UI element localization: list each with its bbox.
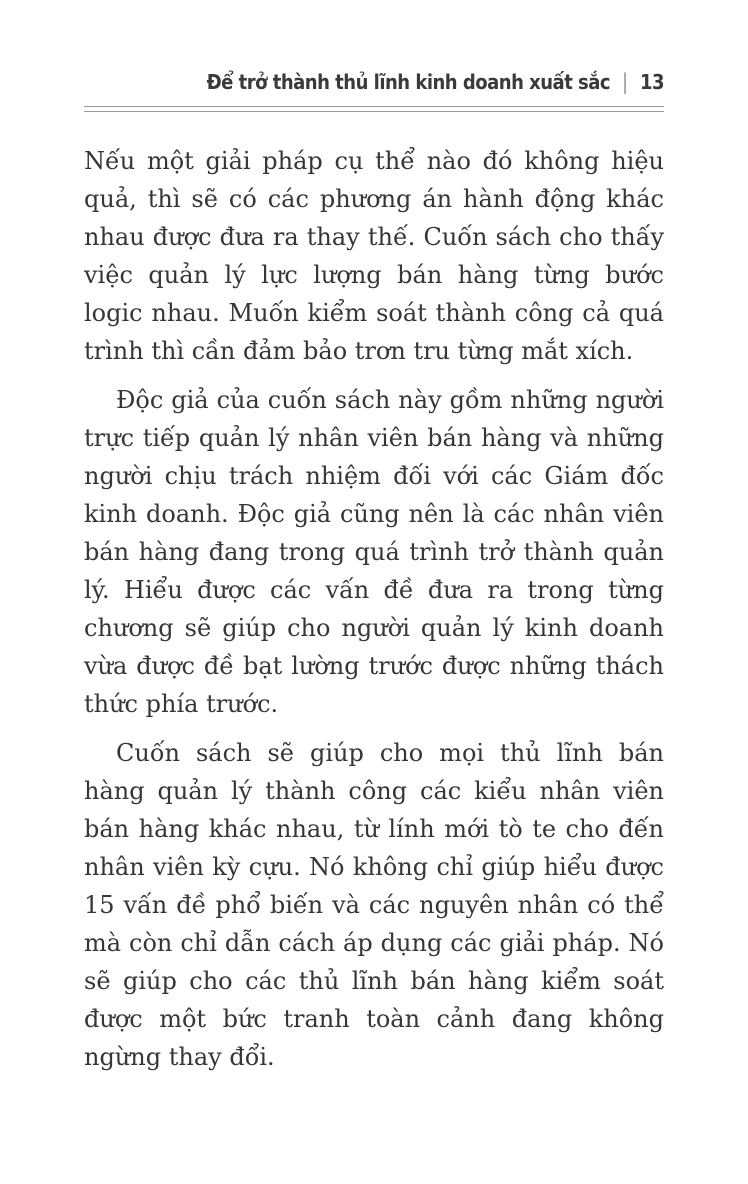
page-number: 13 — [639, 70, 664, 94]
running-header — [84, 70, 664, 94]
header-separator: | — [623, 70, 627, 94]
paragraph: Độc giả của cuốn sách này gồm những người trực tiếp quản lý nhân viên bán hàng và những người chịu trách nhiệm đối với các Giám đốc kinh doanh. Độc giả cũng nên là các nhân viên bán hàng đang trong quá trình trở thành quản lý. Hiểu được các vấn đề đưa ra trong từng chương sẽ giúp cho người quản lý kinh doanh vừa được đề bạt lường trước được những thách thức phía trước. — [84, 386, 664, 718]
header-title: Để trở thành thủ lĩnh kinh doanh xuất sắc — [206, 70, 611, 94]
page-content — [84, 70, 664, 1087]
paragraph: Nếu một giải pháp cụ thể nào đó không hiệu quả, thì sẽ có các phương án hành động khác nhau được đưa ra thay thế. Cuốn sách cho thấy việc quản lý lực lượng bán hàng từng bước logic nhau. Muốn kiểm soát thành công cả quá trình thì cần đảm bảo trơn tru từng mắt xích. — [84, 147, 664, 365]
paragraph: Cuốn sách sẽ giúp cho mọi thủ lĩnh bán hàng quản lý thành công các kiểu nhân viên bán hàng khác nhau, từ lính mới tò te cho đến nhân viên kỳ cựu. Nó không chỉ giúp hiểu được 15 vấn đề phổ biến và các nguyên nhân có thể mà còn chỉ dẫn cách áp dụng các giải pháp. Nó sẽ giúp cho các thủ lĩnh bán hàng kiểm soát được một bức tranh toàn cảnh đang không ngừng thay đổi. — [84, 739, 664, 1071]
body-text — [84, 142, 664, 1076]
header-double-rule — [84, 106, 664, 112]
